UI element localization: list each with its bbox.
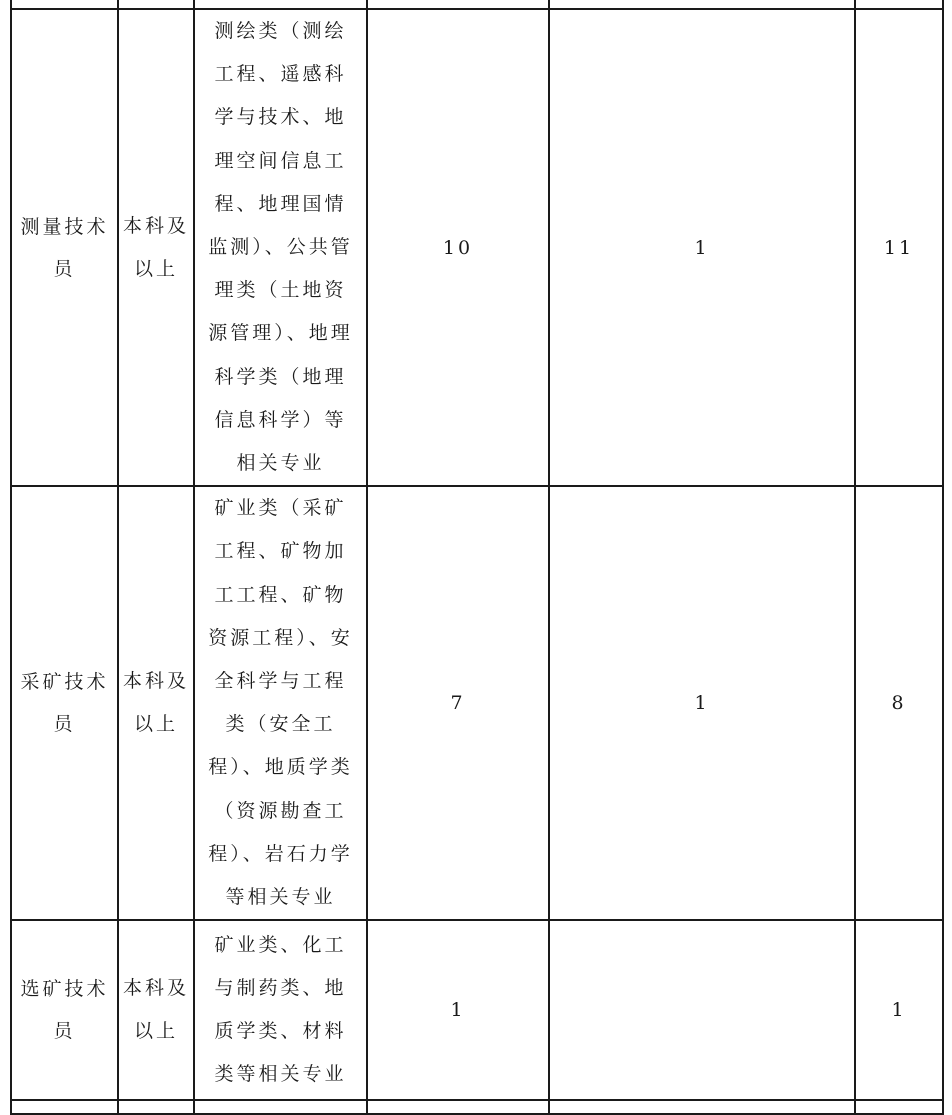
total-cell: 11 — [855, 9, 943, 486]
table-cell — [549, 0, 855, 9]
count-b-cell: 1 — [549, 486, 855, 920]
total-cell: 1 — [855, 920, 943, 1100]
table-row — [11, 9, 943, 486]
count-a-cell: 1 — [367, 920, 549, 1100]
education-cell: 本科及以上 — [118, 920, 194, 1100]
recruitment-table — [10, 0, 944, 1115]
position-cell: 选矿技术员 — [11, 920, 118, 1100]
table-cell — [367, 0, 549, 9]
table-cell — [118, 0, 194, 9]
education-cell: 本科及以上 — [118, 9, 194, 486]
major-cell: 矿业类、化工与制药类、地质学类、材料类等相关专业 — [194, 920, 367, 1100]
count-a-cell: 7 — [367, 486, 549, 920]
education-cell: 本科及以上 — [118, 486, 194, 920]
count-b-cell: 1 — [549, 9, 855, 486]
table-cell — [118, 1100, 194, 1114]
position-cell: 采矿技术员 — [11, 486, 118, 920]
table-row — [11, 486, 943, 920]
table-cell — [549, 1100, 855, 1114]
count-a-cell: 10 — [367, 9, 549, 486]
table-cell — [855, 0, 943, 9]
major-cell: 测绘类（测绘工程、遥感科学与技术、地理空间信息工程、地理国情监测）、公共管理类（土地资源管理）、地理科学类（地理信息科学）等相关专业 — [194, 9, 367, 486]
table-cell — [367, 1100, 549, 1114]
major-cell: 矿业类（采矿工程、矿物加工工程、矿物资源工程）、安全科学与工程类（安全工程）、地质学类（资源勘查工程）、岩石力学等相关专业 — [194, 486, 367, 920]
table-cell — [194, 1100, 367, 1114]
table-row-previous-partial — [11, 0, 943, 9]
position-cell: 测量技术员 — [11, 9, 118, 486]
table-cell — [11, 1100, 118, 1114]
table-cell — [194, 0, 367, 9]
table-row-next-partial — [11, 1100, 943, 1114]
table-cell — [855, 1100, 943, 1114]
count-b-cell — [549, 920, 855, 1100]
table-cell — [11, 0, 118, 9]
table-row — [11, 920, 943, 1100]
total-cell: 8 — [855, 486, 943, 920]
